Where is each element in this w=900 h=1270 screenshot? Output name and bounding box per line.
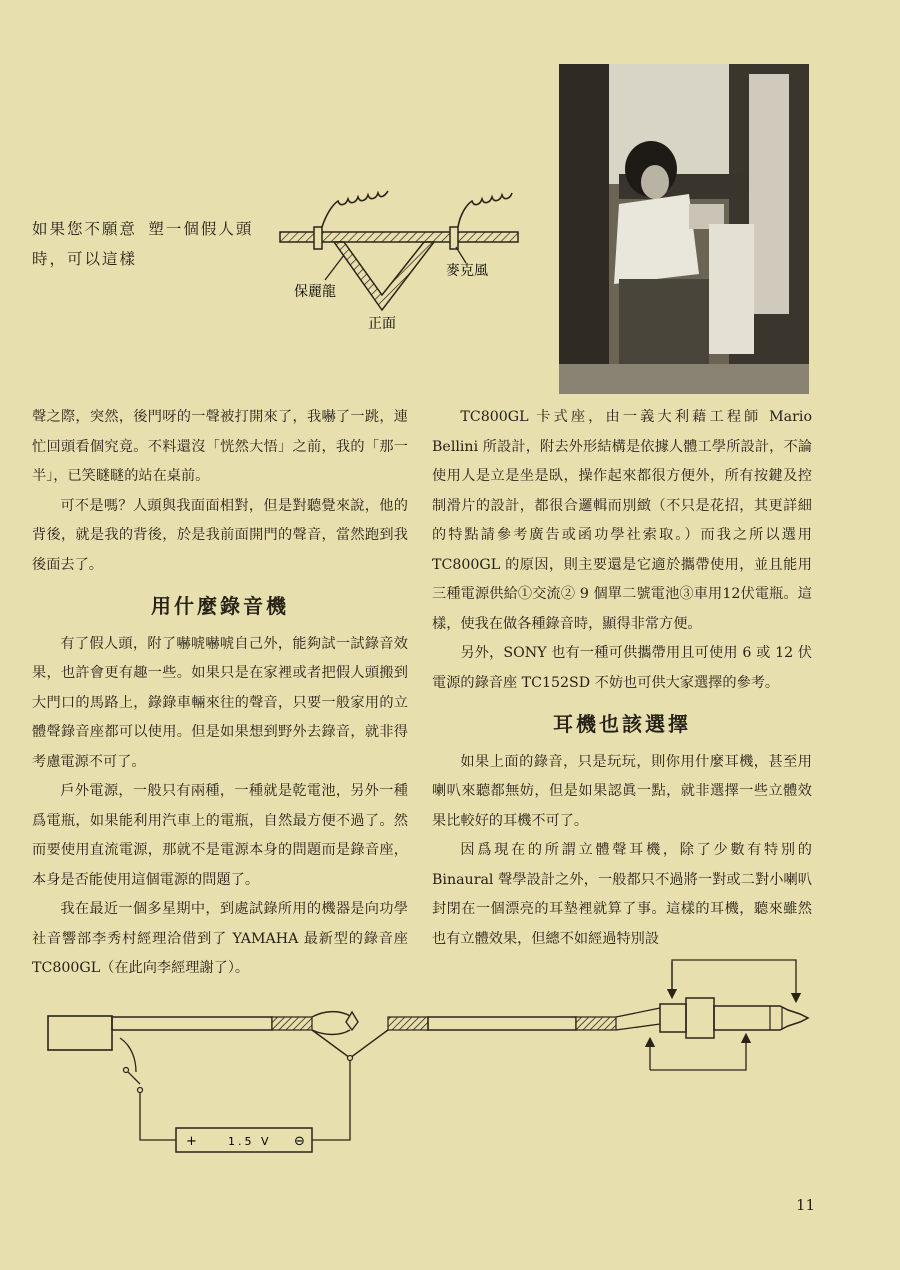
right-mic-cable xyxy=(458,193,512,227)
arrow-bottom xyxy=(650,1038,746,1070)
dummy-head-diagram xyxy=(270,175,540,335)
battery-voltage: 1.5 V xyxy=(228,1135,272,1148)
microphone-box xyxy=(48,1016,112,1050)
caption-line-2: 時，可以這樣 xyxy=(32,250,138,268)
braid-shield-middle xyxy=(388,1017,428,1030)
right-paragraph-2: 另外，SONY 也有一種可供攜帶用且可使用 6 或 12 伏電源的錄音座 TC152SD 不妨也可供大家選擇的參考。 xyxy=(432,645,812,691)
right-paragraph-3: 如果上面的錄音，只是玩玩，則你用什麼耳機，甚至用喇叭來聽都無妨，但是如果認眞一點，就非選擇一些立體效果比較好的耳機不可了。 xyxy=(432,753,812,829)
wiring-diagram xyxy=(40,950,820,1170)
right-column xyxy=(432,403,812,954)
left-paragraph-4: 戶外電源，一般只有兩種，一種就是乾電池，另外一種爲電瓶，如果能利用汽車上的電瓶，自然最方便不過了。然而要使用直流電源，那就不是電源本身的問題而是錄音座，本身是否能使用這個電源的問題了。 xyxy=(32,783,408,888)
plug-tip xyxy=(714,1006,808,1030)
left-mic-cable xyxy=(322,191,388,227)
label-microphone: 麥克風 xyxy=(446,263,488,279)
section-heading-headphones: 耳機也該選擇 xyxy=(553,712,691,736)
left-microphone xyxy=(314,227,322,249)
label-styrofoam: 保麗龍 xyxy=(294,284,336,300)
styrofoam-v xyxy=(334,242,434,310)
mic-cable-right xyxy=(428,1017,576,1030)
left-paragraph-1: 聲之際，突然，後門呀的一聲被打開來了，我嚇了一跳，連忙回頭看個究竟。不料還沒「恍然大悟」之前，我的「那一半」，已笑瞇瞇的站在桌前。 xyxy=(32,409,408,484)
braid-shield-left xyxy=(272,1017,312,1030)
left-paragraph-2: 可不是嗎？人頭與我面面相對，但是對聽覺來說，他的背後，就是我的背後，於是我前面開門的聲音，當然跑到我後面去了。 xyxy=(32,497,408,573)
label-front: 正面 xyxy=(368,316,396,332)
right-microphone xyxy=(450,227,458,249)
section-heading-recorder: 用什麼錄音機 xyxy=(151,594,289,618)
right-paragraph-4: 因爲現在的所謂立體聲耳機，除了少數有特別的 Binaural 聲學設計之外，一般都只不過將一對或二對小喇叭封閉在一個漂亮的耳墊裡就算了事。這樣的耳機，聽來雖然也有立體效果，但總不如經過特別設 xyxy=(432,842,812,947)
pointer-microphone xyxy=(456,247,466,263)
pointer-styrofoam xyxy=(325,255,344,280)
braid-shield-right xyxy=(576,1017,616,1030)
arrow-top xyxy=(672,960,796,998)
mic-cable-left xyxy=(112,1017,272,1030)
plug-grip xyxy=(660,1004,686,1032)
left-column xyxy=(32,403,408,984)
battery-plus: + xyxy=(186,1134,197,1149)
right-paragraph-1: TC800GL 卡式座，由一義大利藉工程師 Mario Bellini 所設計，附去外形結構是依據人體工學所設計，不論使用人是立是坐是臥，操作起來都很方便外，所有按鍵及控制滑片的設計，都很合邏輯而別緻（不只是花招，其更詳細的特點請參考廣告或函功學社索取。）而我之所以選用 TC800GL 的原因，則主要還是它適於攜帶使用，並且能用三種電源供給①交流② 9 個單二號電池③車用12伏電瓶。這樣，使我在做各種錄音時，顯得非常方便。 xyxy=(432,409,812,632)
diagram-caption xyxy=(32,214,282,274)
battery-minus: ⊖ xyxy=(294,1134,305,1149)
plug-sleeve xyxy=(686,998,714,1038)
left-paragraph-5: 我在最近一個多星期中，到處試錄所用的機器是向功學社音響部李秀村經理洽借到了 YAMAHA 最新型的錄音座 TC800GL（在此向李經理謝了）。 xyxy=(32,901,408,976)
caption-line-1: 如果您不願意 塑一個假人頭 xyxy=(32,220,254,238)
left-paragraph-3: 有了假人頭，附了嚇唬嚇唬自己外，能夠試一試錄音效果，也許會更有趣一些。如果只是在家裡或者把假人頭搬到大門口的馬路上，錄錄車輛來往的聲音，只要一般家用的立體聲錄音座都可以使用。但是如果想到野外去錄音，就非得考慮電源不可了。 xyxy=(32,635,408,770)
page-number: 11 xyxy=(796,1196,816,1214)
photo-woman-with-recorder xyxy=(559,64,809,394)
